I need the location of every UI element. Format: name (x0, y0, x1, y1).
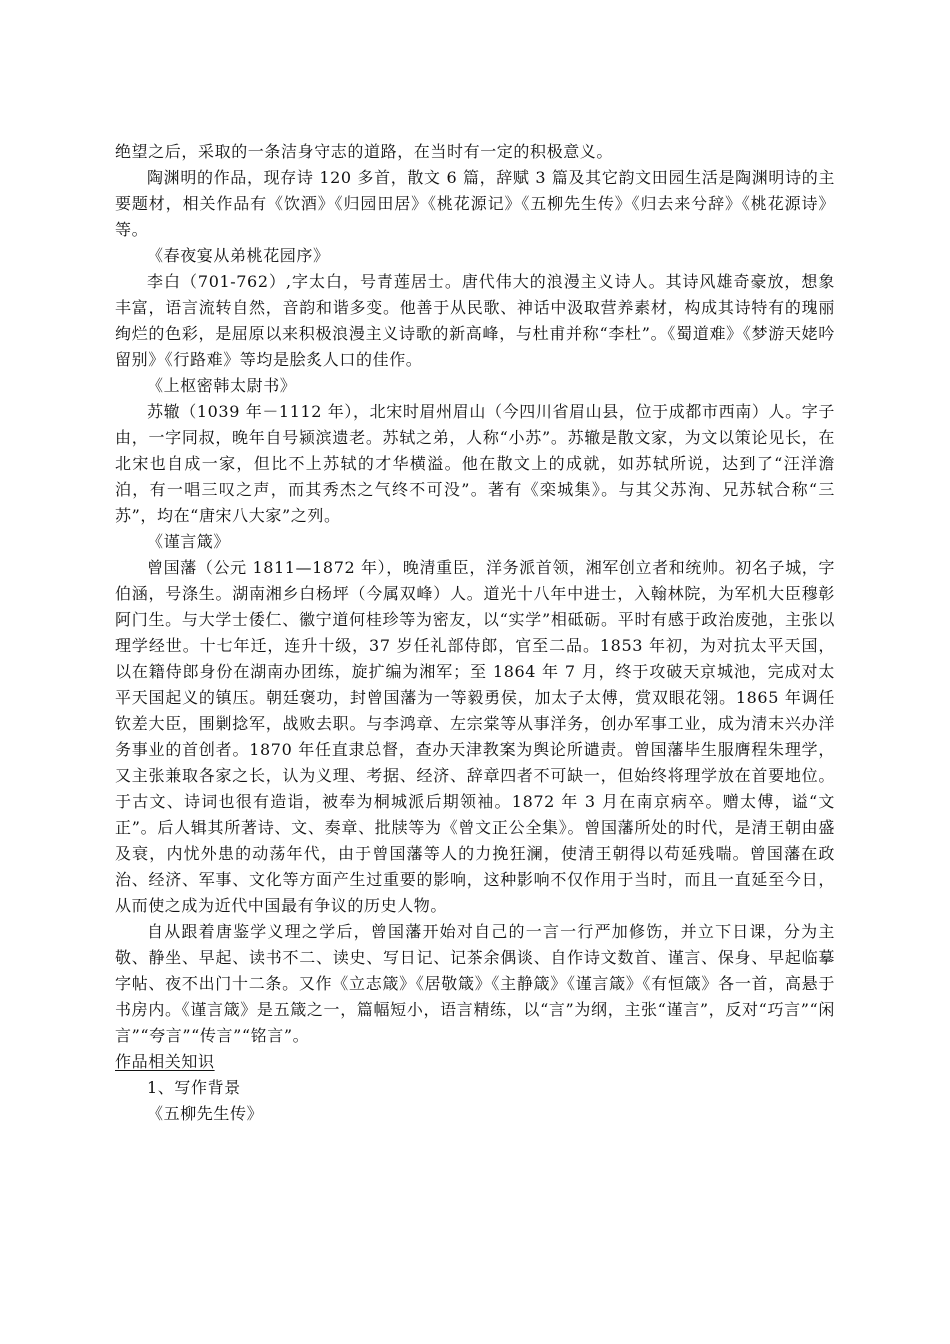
section-heading-related-knowledge: 作品相关知识 (115, 1052, 215, 1071)
title-chun-ye-yan: 《春夜宴从弟桃花园序》 (147, 246, 330, 265)
paragraph-tao-yuanming-works: 陶渊明的作品，现存诗 120 多首，散文 6 篇，辞赋 3 篇及其它韵文田园生活是陶渊明诗的主要题材，相关作品有《饮酒》《归园田居》《桃花源记》《五柳先生传》《归去来兮辞》《桃花源诗》等。 (115, 168, 835, 239)
paragraph-zeng-guofan-bio: 曾国藩（公元 1811—1872 年），晚清重臣，洋务派首领，湘军创立者和统帅。初名子城，字伯涵，号涤生。湖南湘乡白杨坪（今属双峰）人。道光十八年中进士，入翰林院，为军机大臣穆彰阿门生。与大学士倭仁、徽宁道何桂珍等为密友，以“实学”相砥砺。平时有感于政治废弛，主张以理学经世。十七年迁，连升十级，37 岁任礼部侍郎，官至二品。1853 年初，为对抗太平天国，以在籍侍郎身份在湖南办团练，旋扩编为湘军；至 1864 年 7 月，终于攻破天京城池，完成对太平天国起义的镇压。朝廷褒功，封曾国藩为一等毅勇侯，加太子太傅，赏双眼花翎。1865 年调任钦差大臣，围剿捻军，战败去职。与李鸿章、左宗棠等从事洋务，创办军事工业，成为清末兴办洋务事业的首创者。1870 年任直隶总督，查办天津教案为舆论所谴责。曾国藩毕生服膺程朱理学，又主张兼取各家之长，认为义理、考据、经济、辞章四者不可缺一，但始终将理学放在首要地位。于古文、诗词也很有造诣，被奉为桐城派后期领袖。1872 年 3 月在南京病卒。赠太傅，谥“文正”。后人辑其所著诗、文、奏章、批牍等为《曾文正公全集》。曾国藩所处的时代，是清王朝由盛及衰，内忧外患的动荡年代，由于曾国藩等人的力挽狂澜，使清王朝得以苟延残喘。曾国藩在政治、经济、军事、文化等方面产生过重要的影响，这种影响不仅作用于当时，而且一直延至今日，从而使之成为近代中国最有争议的历史人物。 (115, 558, 835, 915)
title-wu-liu-xian-sheng: 《五柳先生传》 (147, 1104, 264, 1123)
document-page (115, 139, 835, 1127)
list-item-writing-background: 1、写作背景 (147, 1078, 241, 1097)
paragraph-zeng-guofan-rules: 自从跟着唐鉴学义理之学后，曾国藩开始对自己的一言一行严加修饬，并立下日课，分为主敬、静坐、早起、读书不二、读史、写日记、记茶余偶谈、自作诗文数首、谨言、保身、早起临摹字帖、夜不出门十二条。又作《立志箴》《居敬箴》《主静箴》《谨言箴》《有恒箴》各一首，高悬于书房内。《谨言箴》是五箴之一，篇幅短小，语言精练，以“言”为纲，主张“谨言”，反对“巧言”“闲言”“夸言”“传言”“铭言”。 (115, 922, 835, 1045)
title-shang-shu-mi: 《上枢密韩太尉书》 (147, 376, 297, 395)
paragraph-tao-yuanming-intro-end: 绝望之后，采取的一条洁身守志的道路，在当时有一定的积极意义。 (115, 142, 614, 161)
paragraph-su-zhe: 苏辙（1039 年－1112 年），北宋时眉州眉山（今四川省眉山县，位于成都市西南）人。字子由，一字同叔，晚年自号颍滨遗老。苏轼之弟，人称“小苏”。苏辙是散文家，为文以策论见长，在北宋也自成一家，但比不上苏轼的才华横溢。他在散文上的成就，如苏轼所说，达到了“汪洋澹泊，有一唱三叹之声，而其秀杰之气终不可没”。著有《栾城集》。与其父苏洵、兄苏轼合称“三苏”，均在“唐宋八大家”之列。 (115, 402, 835, 525)
paragraph-li-bai: 李白（701-762）,字太白，号青莲居士。唐代伟大的浪漫主义诗人。其诗风雄奇豪放，想象丰富，语言流转自然，音韵和谐多变。他善于从民歌、神话中汲取营养素材，构成其诗特有的瑰丽绚烂的色彩，是屈原以来积极浪漫主义诗歌的新高峰，与杜甫并称“李杜”。《蜀道难》《梦游天姥吟留别》《行路难》等均是脍炙人口的佳作。 (115, 272, 835, 369)
title-jin-yan-zhen: 《谨言箴》 (147, 532, 231, 551)
